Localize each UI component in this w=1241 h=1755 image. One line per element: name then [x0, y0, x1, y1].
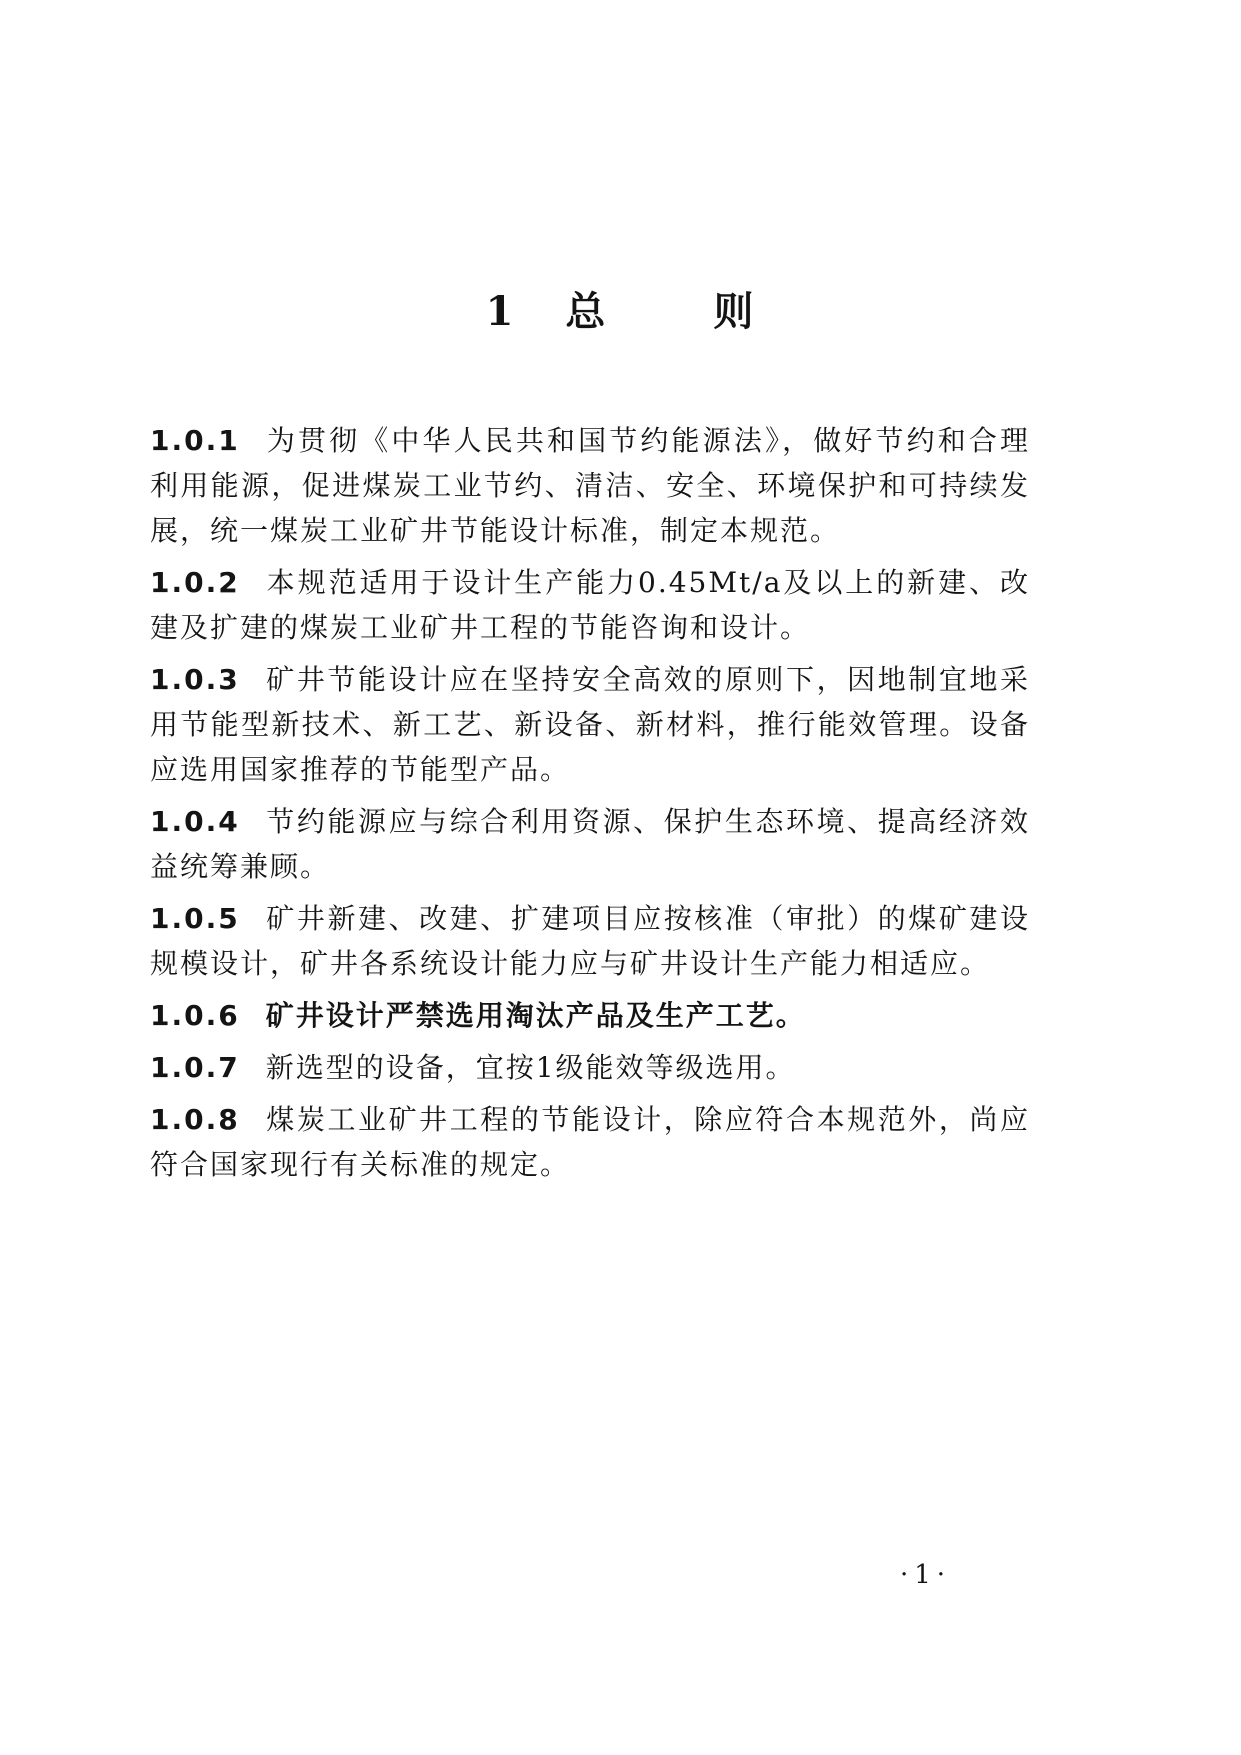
clause-number: 1.0.3: [150, 663, 240, 696]
clause-number: 1.0.1: [150, 424, 240, 457]
clause-number: 1.0.5: [150, 902, 240, 935]
clause-1-0-1: [150, 418, 1030, 553]
clause-1-0-2: [150, 560, 1030, 650]
clause-text-mandatory: 矿井设计严禁选用淘汰产品及生产工艺。: [265, 999, 806, 1032]
clause-text: 新选型的设备，宜按1级能效等级选用。: [265, 1051, 796, 1084]
clause-text: 本规范适用于设计生产能力0.45Mt/a及以上的新建、改建及扩建的煤炭工业矿井工程的节能咨询和设计。: [150, 566, 1030, 644]
clause-number: 1.0.2: [150, 566, 240, 599]
clause-list: [150, 418, 1030, 1194]
clause-1-0-8: [150, 1097, 1030, 1187]
clause-number: 1.0.8: [150, 1103, 240, 1136]
clause-1-0-3: [150, 657, 1030, 792]
clause-1-0-7: [150, 1045, 1030, 1090]
clause-1-0-5: [150, 896, 1030, 986]
clause-text: 煤炭工业矿井工程的节能设计，除应符合本规范外，尚应符合国家现行有关标准的规定。: [150, 1103, 1030, 1181]
clause-1-0-6: [150, 993, 1030, 1038]
chapter-number: 1: [485, 288, 516, 335]
clause-number: 1.0.6: [150, 999, 240, 1032]
clause-text: 为贯彻《中华人民共和国节约能源法》，做好节约和合理利用能源，促进煤炭工业节约、清洁、安全、环境保护和可持续发展，统一煤炭工业矿井节能设计标准，制定本规范。: [150, 424, 1030, 547]
clause-text: 节约能源应与综合利用资源、保护生态环境、提高经济效益统筹兼顾。: [150, 805, 1030, 883]
clause-text: 矿井节能设计应在坚持安全高效的原则下，因地制宜地采用节能型新技术、新工艺、新设备、新材料，推行能效管理。设备应选用国家推荐的节能型产品。: [150, 663, 1030, 786]
clause-text: 矿井新建、改建、扩建项目应按核准（审批）的煤矿建设规模设计，矿井各系统设计能力应与矿井设计生产能力相适应。: [150, 902, 1030, 980]
chapter-title: [0, 280, 1241, 337]
chapter-title-char-2: 则: [713, 288, 756, 335]
chapter-title-char-1: 总: [565, 288, 608, 335]
page-number: ·1·: [900, 1560, 952, 1590]
clause-number: 1.0.4: [150, 805, 240, 838]
clause-number: 1.0.7: [150, 1051, 240, 1084]
clause-1-0-4: [150, 799, 1030, 889]
